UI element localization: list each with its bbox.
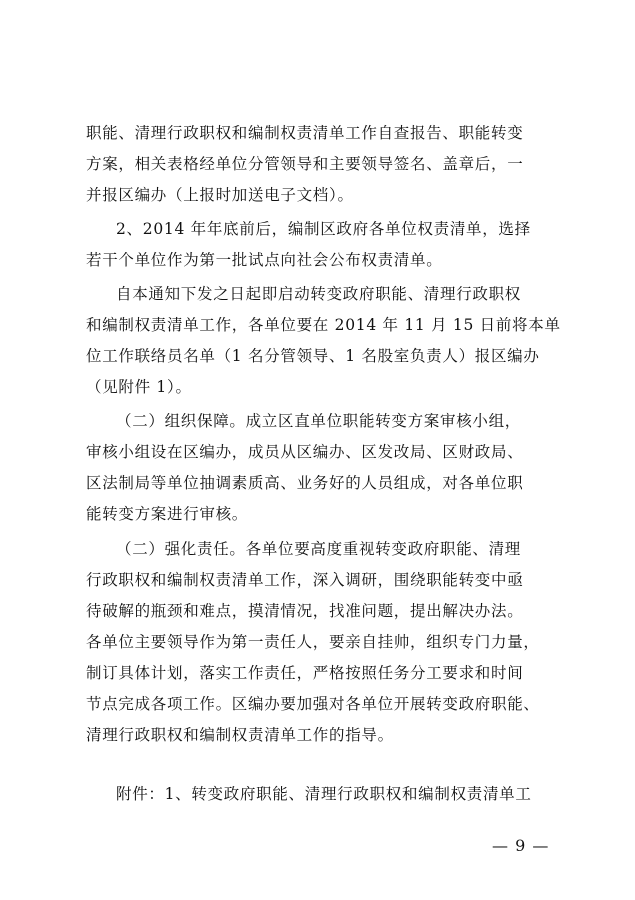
text-line: 职能、清理行政职权和编制权责清单工作自查报告、职能转变 [86,124,524,142]
text-line: 区法制局等单位抽调素质高、业务好的人员组成，对各单位职 [86,474,524,492]
text-line: 制订具体计划，落实工作责任，严格按照任务分工要求和时间 [86,664,524,682]
text-line: 清理行政职权和编制权责清单工作的指导。 [86,726,394,744]
text-line: （二）强化责任。各单位要高度重视转变政府职能、清理 [116,540,522,558]
text-line: 各单位主要领导作为第一责任人，要亲自挂帅，组织专门力量， [86,633,540,651]
page-number: — 9 — [492,836,550,855]
text-line: （二）组织保障。成立区直单位职能转变方案审核小组， [116,412,522,430]
text-line: 行政职权和编制权责清单工作，深入调研，围绕职能转变中亟 [86,571,524,589]
text-line: 方案，相关表格经单位分管领导和主要领导签名、盖章后，一 [86,155,524,173]
text-line: 2、2014 年年底前后，编制区政府各单位权责清单，选择 [116,220,531,238]
text-line: （见附件 1）。 [86,378,192,396]
text-line: 若干个单位作为第一批试点向社会公布权责清单。 [86,251,443,269]
text-line: 附件：1、转变政府职能、清理行政职权和编制权责清单工 [116,785,532,803]
text-line: 审核小组设在区编办，成员从区编办、区发改局、区财政局、 [86,443,524,461]
text-line: 位工作联络员名单（1 名分管领导、1 名股室负责人）报区编办 [86,347,540,365]
text-line: 和编制权责清单工作，各单位要在 2014 年 11 月 15 日前将本单 [86,316,561,334]
text-line: 待破解的瓶颈和难点，摸清情况，找准问题，提出解决办法。 [86,602,524,620]
text-line: 自本通知下发之日起即启动转变政府职能、清理行政职权 [116,285,522,303]
text-line: 并报区编办（上报时加送电子文档）。 [86,186,354,204]
text-line: 能转变方案进行审核。 [86,505,249,523]
text-line: 节点完成各项工作。区编办要加强对各单位开展转变政府职能、 [86,695,540,713]
